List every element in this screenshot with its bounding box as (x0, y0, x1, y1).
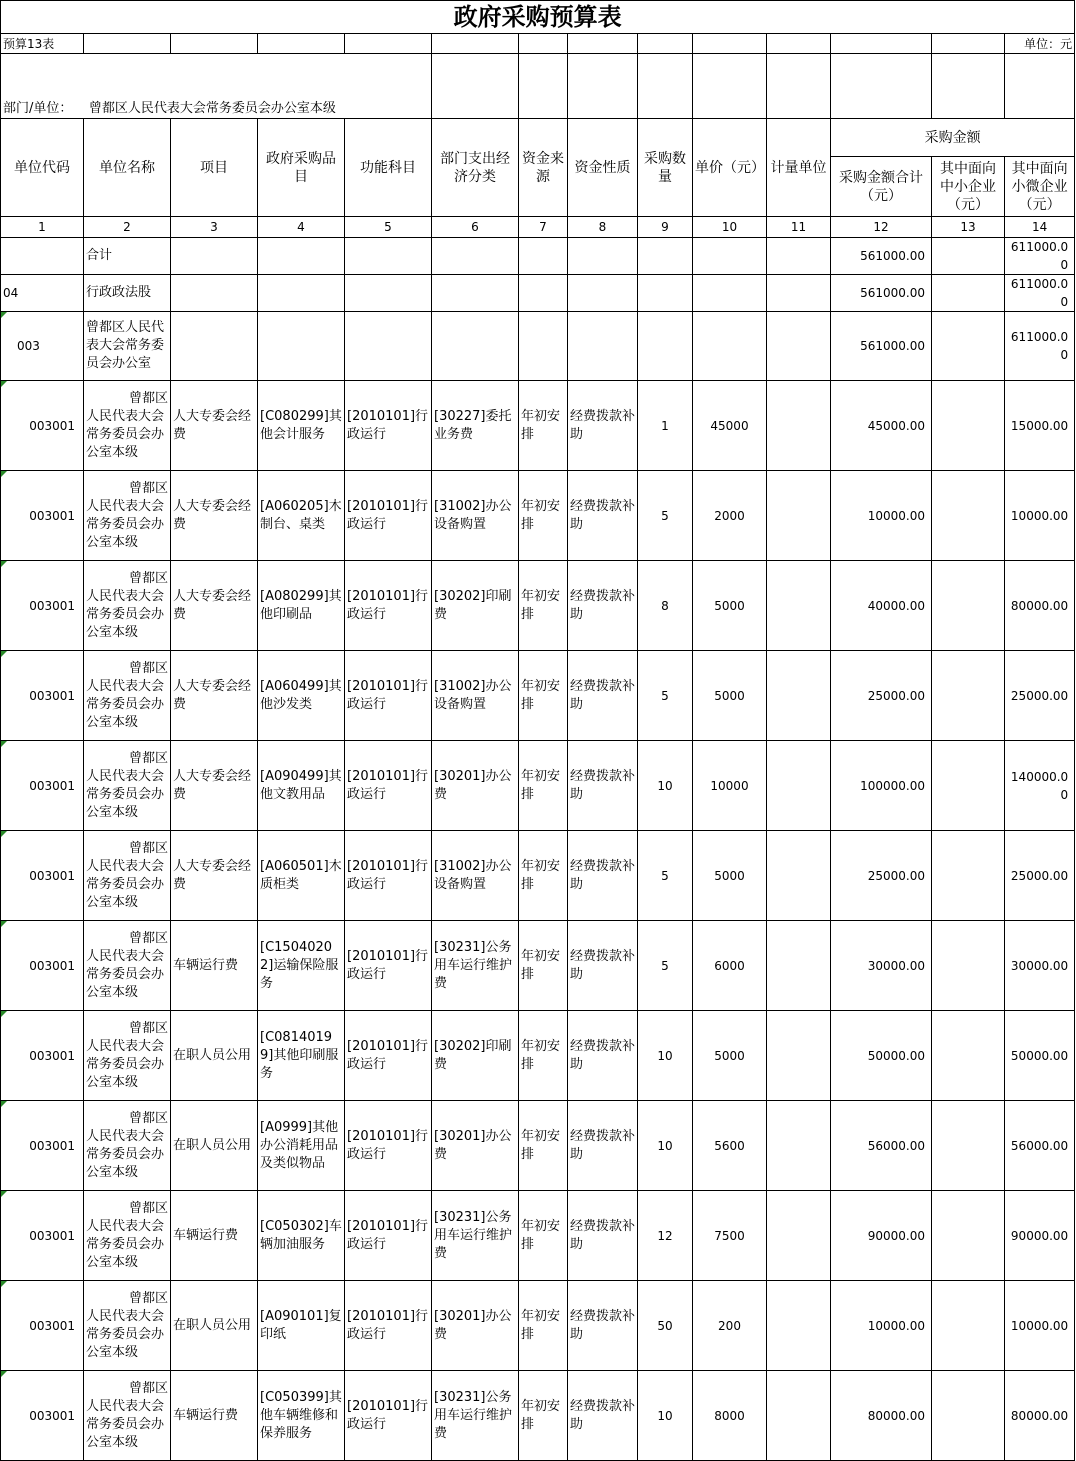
empty-cell (258, 312, 345, 381)
header-fund-source: 资金来源 (519, 119, 568, 217)
column-index-cell: 1 (1, 217, 84, 238)
unit-code-cell: 003001 (1, 921, 84, 1011)
header-amount-total: 采购金额合计（元） (831, 157, 932, 217)
unit-code-cell: 003 (1, 312, 84, 381)
column-index-cell: 6 (432, 217, 519, 238)
sme-cell (932, 471, 1005, 561)
unit-name-rest: 人民代表大会常务委员会办公室本级 (86, 1038, 165, 1090)
column-index-cell: 8 (568, 217, 638, 238)
unit-name-cell (84, 561, 171, 651)
qty-cell: 50 (638, 1281, 693, 1371)
unit-name-first: 曾都区 (128, 840, 168, 856)
department-row (1, 54, 432, 119)
empty-cell (767, 312, 831, 381)
amount-total-cell: 56000.00 (831, 1101, 932, 1191)
func-subject-cell: [2010101]行政运行 (345, 1281, 432, 1371)
gov-item-cell: [A060205]木制台、桌类 (258, 471, 345, 561)
column-index-row (1, 217, 1075, 238)
unit-name-first: 曾都区 (128, 1110, 168, 1126)
header-price: 单价（元） (693, 119, 767, 217)
qty-cell: 5 (638, 831, 693, 921)
unit-name-rest: 人民代表大会常务委员会办公室本级 (86, 768, 165, 820)
econ-class-cell: [30202]印刷费 (432, 1011, 519, 1101)
unit-code-cell: 003001 (1, 741, 84, 831)
unit-name-rest: 人民代表大会常务委员会办公室本级 (86, 1218, 165, 1270)
unit-code-cell: 003001 (1, 831, 84, 921)
sme-cell (932, 561, 1005, 651)
unit-name-cell (84, 831, 171, 921)
sme-cell (932, 275, 1005, 312)
unit-name-first: 曾都区 (128, 1200, 168, 1216)
micro-cell: 50000.00 (1005, 1011, 1075, 1101)
amount-total-cell: 90000.00 (831, 1191, 932, 1281)
price-cell: 200 (693, 1281, 767, 1371)
table-row (1, 1281, 1075, 1371)
fund-nature-cell: 经费拨款补助 (568, 831, 638, 921)
unit-name-cell (84, 471, 171, 561)
fund-source-cell: 年初安排 (519, 381, 568, 471)
empty-cell (519, 238, 568, 275)
department-name: 曾都区人民代表大会常务委员会办公室本级 (88, 101, 336, 116)
table-row (1, 741, 1075, 831)
unit-name-cell: 曾都区人民代表大会常务委员会办公室 (84, 312, 171, 381)
amount-total-cell: 45000.00 (831, 381, 932, 471)
unit-code-cell: 003001 (1, 471, 84, 561)
empty-cell (171, 238, 258, 275)
qty-cell: 5 (638, 471, 693, 561)
fund-nature-cell: 经费拨款补助 (568, 561, 638, 651)
header-amount-group: 采购金额 (831, 119, 1075, 157)
sme-cell (932, 921, 1005, 1011)
func-subject-cell: [2010101]行政运行 (345, 1191, 432, 1281)
header-micro: 其中面向小微企业（元） (1005, 157, 1075, 217)
sme-cell (932, 741, 1005, 831)
empty-cell (638, 238, 693, 275)
table-row (1, 1191, 1075, 1281)
header-gov-item: 政府采购品目 (258, 119, 345, 217)
fund-source-cell: 年初安排 (519, 831, 568, 921)
column-index-cell: 4 (258, 217, 345, 238)
empty-cell (568, 275, 638, 312)
fund-nature-cell: 经费拨款补助 (568, 471, 638, 561)
unit-name-first: 曾都区 (128, 750, 168, 766)
amount-total-cell: 80000.00 (831, 1371, 932, 1461)
unit-code-cell (1, 238, 84, 275)
table-row (1, 921, 1075, 1011)
micro-cell: 90000.00 (1005, 1191, 1075, 1281)
price-cell: 10000 (693, 741, 767, 831)
empty-cell (693, 312, 767, 381)
unit-name-first: 曾都区 (128, 660, 168, 676)
micro-cell: 80000.00 (1005, 1371, 1075, 1461)
unit-name-rest: 人民代表大会常务委员会办公室本级 (86, 1398, 165, 1450)
amount-total-cell: 561000.00 (831, 238, 932, 275)
header-unit-code: 单位代码 (1, 119, 84, 217)
table-row (1, 651, 1075, 741)
measure-cell (767, 1371, 831, 1461)
sme-cell (932, 1011, 1005, 1101)
unit-code-cell: 003001 (1, 1371, 84, 1461)
empty-cell (519, 312, 568, 381)
header-func-subject: 功能科目 (345, 119, 432, 217)
table-row (1, 831, 1075, 921)
unit-name-first: 曾都区 (128, 390, 168, 406)
amount-total-cell: 10000.00 (831, 471, 932, 561)
econ-class-cell: [30202]印刷费 (432, 561, 519, 651)
unit-name-rest: 人民代表大会常务委员会办公室本级 (86, 678, 165, 730)
econ-class-cell: [30227]委托业务费 (432, 381, 519, 471)
price-cell: 2000 (693, 471, 767, 561)
project-cell: 人大专委会经费 (171, 561, 258, 651)
empty-cell (767, 238, 831, 275)
unit-code-cell: 003001 (1, 651, 84, 741)
micro-cell: 80000.00 (1005, 561, 1075, 651)
empty-cell (432, 238, 519, 275)
fund-source-cell: 年初安排 (519, 651, 568, 741)
empty-cell (638, 275, 693, 312)
fund-nature-cell: 经费拨款补助 (568, 1101, 638, 1191)
micro-cell: 611000.00 (1005, 275, 1075, 312)
empty-cell (258, 238, 345, 275)
qty-cell: 5 (638, 921, 693, 1011)
sme-cell (932, 1371, 1005, 1461)
project-cell: 人大专委会经费 (171, 831, 258, 921)
project-cell: 人大专委会经费 (171, 741, 258, 831)
empty-cell (568, 238, 638, 275)
unit-code-cell: 003001 (1, 1281, 84, 1371)
econ-class-cell: [30231]公务用车运行维护费 (432, 921, 519, 1011)
amount-total-cell: 561000.00 (831, 312, 932, 381)
micro-cell: 25000.00 (1005, 831, 1075, 921)
sme-cell (932, 1191, 1005, 1281)
micro-cell: 15000.00 (1005, 381, 1075, 471)
column-index-cell: 9 (638, 217, 693, 238)
sme-cell (932, 831, 1005, 921)
unit-code-cell: 003001 (1, 381, 84, 471)
micro-cell: 10000.00 (1005, 471, 1075, 561)
column-index-cell: 11 (767, 217, 831, 238)
unit-name-cell (84, 1101, 171, 1191)
func-subject-cell: [2010101]行政运行 (345, 741, 432, 831)
price-cell: 5000 (693, 561, 767, 651)
project-cell: 在职人员公用 (171, 1281, 258, 1371)
qty-cell: 10 (638, 1011, 693, 1101)
unit-name-rest: 人民代表大会常务委员会办公室本级 (86, 1308, 165, 1360)
sme-cell (932, 1101, 1005, 1191)
project-cell: 在职人员公用 (171, 1011, 258, 1101)
fund-source-cell: 年初安排 (519, 1371, 568, 1461)
unit-name-first: 曾都区 (128, 1290, 168, 1306)
price-cell: 5000 (693, 831, 767, 921)
price-cell: 5000 (693, 1011, 767, 1101)
measure-cell (767, 1281, 831, 1371)
project-cell: 车辆运行费 (171, 921, 258, 1011)
summary-row (1, 238, 1075, 275)
price-cell: 45000 (693, 381, 767, 471)
unit-code-cell: 04 (1, 275, 84, 312)
measure-cell (767, 831, 831, 921)
fund-source-cell: 年初安排 (519, 1281, 568, 1371)
table-row (1, 1371, 1075, 1461)
gov-item-cell: [C15040202]运输保险服务 (258, 921, 345, 1011)
func-subject-cell: [2010101]行政运行 (345, 561, 432, 651)
fund-source-cell: 年初安排 (519, 1191, 568, 1281)
micro-cell: 56000.00 (1005, 1101, 1075, 1191)
unit-name-rest: 人民代表大会常务委员会办公室本级 (86, 498, 165, 550)
amount-total-cell: 100000.00 (831, 741, 932, 831)
sme-cell (932, 381, 1005, 471)
func-subject-cell: [2010101]行政运行 (345, 381, 432, 471)
empty-cell (767, 275, 831, 312)
column-index-cell: 14 (1005, 217, 1075, 238)
gov-item-cell: [C050399]其他车辆维修和保养服务 (258, 1371, 345, 1461)
empty-cell (345, 275, 432, 312)
measure-cell (767, 741, 831, 831)
unit-name-first: 曾都区 (128, 570, 168, 586)
sme-cell (932, 312, 1005, 381)
func-subject-cell: [2010101]行政运行 (345, 1101, 432, 1191)
column-index-cell: 5 (345, 217, 432, 238)
measure-cell (767, 561, 831, 651)
unit-name-cell (84, 921, 171, 1011)
header-qty: 采购数量 (638, 119, 693, 217)
unit-name-first: 曾都区 (128, 1380, 168, 1396)
econ-class-cell: [31002]办公设备购置 (432, 471, 519, 561)
header-measure: 计量单位 (767, 119, 831, 217)
department-label: 部门/单位： (3, 101, 73, 116)
table-row (1, 381, 1075, 471)
gov-item-cell: [C080299]其他会计服务 (258, 381, 345, 471)
amount-total-cell: 10000.00 (831, 1281, 932, 1371)
amount-total-cell: 561000.00 (831, 275, 932, 312)
table-row (1, 1011, 1075, 1101)
header-econ-class: 部门支出经济分类 (432, 119, 519, 217)
header-sme: 其中面向中小企业（元） (932, 157, 1005, 217)
unit-name-first: 曾都区 (128, 480, 168, 496)
fund-nature-cell: 经费拨款补助 (568, 1371, 638, 1461)
func-subject-cell: [2010101]行政运行 (345, 831, 432, 921)
econ-class-cell: [30201]办公费 (432, 741, 519, 831)
unit-name-cell (84, 1371, 171, 1461)
qty-cell: 1 (638, 381, 693, 471)
unit-name-cell (84, 741, 171, 831)
fund-nature-cell: 经费拨款补助 (568, 1011, 638, 1101)
amount-total-cell: 30000.00 (831, 921, 932, 1011)
unit-name-cell (84, 1191, 171, 1281)
empty-cell (258, 275, 345, 312)
header-fund-nature: 资金性质 (568, 119, 638, 217)
econ-class-cell: [31002]办公设备购置 (432, 651, 519, 741)
unit-name-rest: 人民代表大会常务委员会办公室本级 (86, 588, 165, 640)
qty-cell: 10 (638, 1101, 693, 1191)
unit-name-rest: 人民代表大会常务委员会办公室本级 (86, 408, 165, 460)
unit-name-rest: 人民代表大会常务委员会办公室本级 (86, 1128, 165, 1180)
unit-name-cell (84, 381, 171, 471)
table-row (1, 471, 1075, 561)
empty-cell (171, 312, 258, 381)
price-cell: 7500 (693, 1191, 767, 1281)
amount-total-cell: 50000.00 (831, 1011, 932, 1101)
fund-nature-cell: 经费拨款补助 (568, 741, 638, 831)
fund-source-cell: 年初安排 (519, 741, 568, 831)
measure-cell (767, 471, 831, 561)
column-index-cell: 10 (693, 217, 767, 238)
column-index-cell: 7 (519, 217, 568, 238)
sme-cell (932, 238, 1005, 275)
qty-cell: 5 (638, 651, 693, 741)
table-row (1, 1101, 1075, 1191)
summary-row (1, 312, 1075, 381)
price-cell: 5000 (693, 651, 767, 741)
func-subject-cell: [2010101]行政运行 (345, 471, 432, 561)
project-cell: 人大专委会经费 (171, 651, 258, 741)
project-cell: 车辆运行费 (171, 1191, 258, 1281)
empty-cell (432, 312, 519, 381)
amount-total-cell: 40000.00 (831, 561, 932, 651)
unit-name-cell: 合计 (84, 238, 171, 275)
fund-nature-cell: 经费拨款补助 (568, 651, 638, 741)
table-row (1, 561, 1075, 651)
fund-nature-cell: 经费拨款补助 (568, 921, 638, 1011)
fund-source-cell: 年初安排 (519, 471, 568, 561)
empty-cell (432, 275, 519, 312)
sme-cell (932, 651, 1005, 741)
fund-nature-cell: 经费拨款补助 (568, 1281, 638, 1371)
column-index-cell: 2 (84, 217, 171, 238)
measure-cell (767, 651, 831, 741)
qty-cell: 10 (638, 1371, 693, 1461)
gov-item-cell: [A0999]其他办公消耗用品及类似物品 (258, 1101, 345, 1191)
currency-unit: 单位：元 (1005, 34, 1075, 54)
price-cell: 8000 (693, 1371, 767, 1461)
gov-item-cell: [A090499]其他文教用品 (258, 741, 345, 831)
empty-cell (345, 238, 432, 275)
unit-name-rest: 人民代表大会常务委员会办公室本级 (86, 858, 165, 910)
micro-cell: 25000.00 (1005, 651, 1075, 741)
amount-total-cell: 25000.00 (831, 831, 932, 921)
micro-cell: 611000.00 (1005, 312, 1075, 381)
sme-cell (932, 1281, 1005, 1371)
func-subject-cell: [2010101]行政运行 (345, 651, 432, 741)
summary-row (1, 275, 1075, 312)
fund-source-cell: 年初安排 (519, 561, 568, 651)
measure-cell (767, 921, 831, 1011)
econ-class-cell: [31002]办公设备购置 (432, 831, 519, 921)
measure-cell (767, 1191, 831, 1281)
gov-item-cell: [A090101]复印纸 (258, 1281, 345, 1371)
unit-code-cell: 003001 (1, 1011, 84, 1101)
econ-class-cell: [30201]办公费 (432, 1101, 519, 1191)
unit-name-first: 曾都区 (128, 1020, 168, 1036)
empty-cell (519, 275, 568, 312)
gov-item-cell: [C08140199]其他印刷服务 (258, 1011, 345, 1101)
empty-cell (638, 312, 693, 381)
measure-cell (767, 1011, 831, 1101)
column-index-cell: 3 (171, 217, 258, 238)
micro-cell: 30000.00 (1005, 921, 1075, 1011)
column-index-cell: 12 (831, 217, 932, 238)
fund-nature-cell: 经费拨款补助 (568, 1191, 638, 1281)
measure-cell (767, 1101, 831, 1191)
micro-cell: 611000.00 (1005, 238, 1075, 275)
project-cell: 在职人员公用 (171, 1101, 258, 1191)
empty-cell (693, 238, 767, 275)
unit-name-cell: 行政政法股 (84, 275, 171, 312)
price-cell: 6000 (693, 921, 767, 1011)
header-project: 项目 (171, 119, 258, 217)
amount-total-cell: 25000.00 (831, 651, 932, 741)
econ-class-cell: [30201]办公费 (432, 1281, 519, 1371)
qty-cell: 10 (638, 741, 693, 831)
unit-name-cell (84, 651, 171, 741)
unit-name-rest: 人民代表大会常务委员会办公室本级 (86, 948, 165, 1000)
empty-cell (568, 312, 638, 381)
fund-nature-cell: 经费拨款补助 (568, 381, 638, 471)
page-title: 政府采购预算表 (1, 1, 1075, 34)
unit-name-cell (84, 1011, 171, 1101)
project-cell: 车辆运行费 (171, 1371, 258, 1461)
column-index-cell: 13 (932, 217, 1005, 238)
fund-source-cell: 年初安排 (519, 1101, 568, 1191)
func-subject-cell: [2010101]行政运行 (345, 1371, 432, 1461)
unit-name-cell (84, 1281, 171, 1371)
econ-class-cell: [30231]公务用车运行维护费 (432, 1371, 519, 1461)
unit-code-cell: 003001 (1, 1101, 84, 1191)
measure-cell (767, 381, 831, 471)
form-number: 预算13表 (1, 34, 84, 54)
project-cell: 人大专委会经费 (171, 471, 258, 561)
empty-cell (345, 312, 432, 381)
micro-cell: 10000.00 (1005, 1281, 1075, 1371)
price-cell: 5600 (693, 1101, 767, 1191)
fund-source-cell: 年初安排 (519, 921, 568, 1011)
gov-item-cell: [A080299]其他印刷品 (258, 561, 345, 651)
qty-cell: 12 (638, 1191, 693, 1281)
unit-code-cell: 003001 (1, 561, 84, 651)
project-cell: 人大专委会经费 (171, 381, 258, 471)
unit-code-cell: 003001 (1, 1191, 84, 1281)
func-subject-cell: [2010101]行政运行 (345, 921, 432, 1011)
gov-item-cell: [C050302]车辆加油服务 (258, 1191, 345, 1281)
unit-name-first: 曾都区 (128, 930, 168, 946)
empty-cell (693, 275, 767, 312)
gov-item-cell: [A060499]其他沙发类 (258, 651, 345, 741)
gov-item-cell: [A060501]木质柜类 (258, 831, 345, 921)
empty-cell (171, 275, 258, 312)
fund-source-cell: 年初安排 (519, 1011, 568, 1101)
qty-cell: 8 (638, 561, 693, 651)
micro-cell: 140000.00 (1005, 741, 1075, 831)
header-unit-name: 单位名称 (84, 119, 171, 217)
econ-class-cell: [30231]公务用车运行维护费 (432, 1191, 519, 1281)
func-subject-cell: [2010101]行政运行 (345, 1011, 432, 1101)
